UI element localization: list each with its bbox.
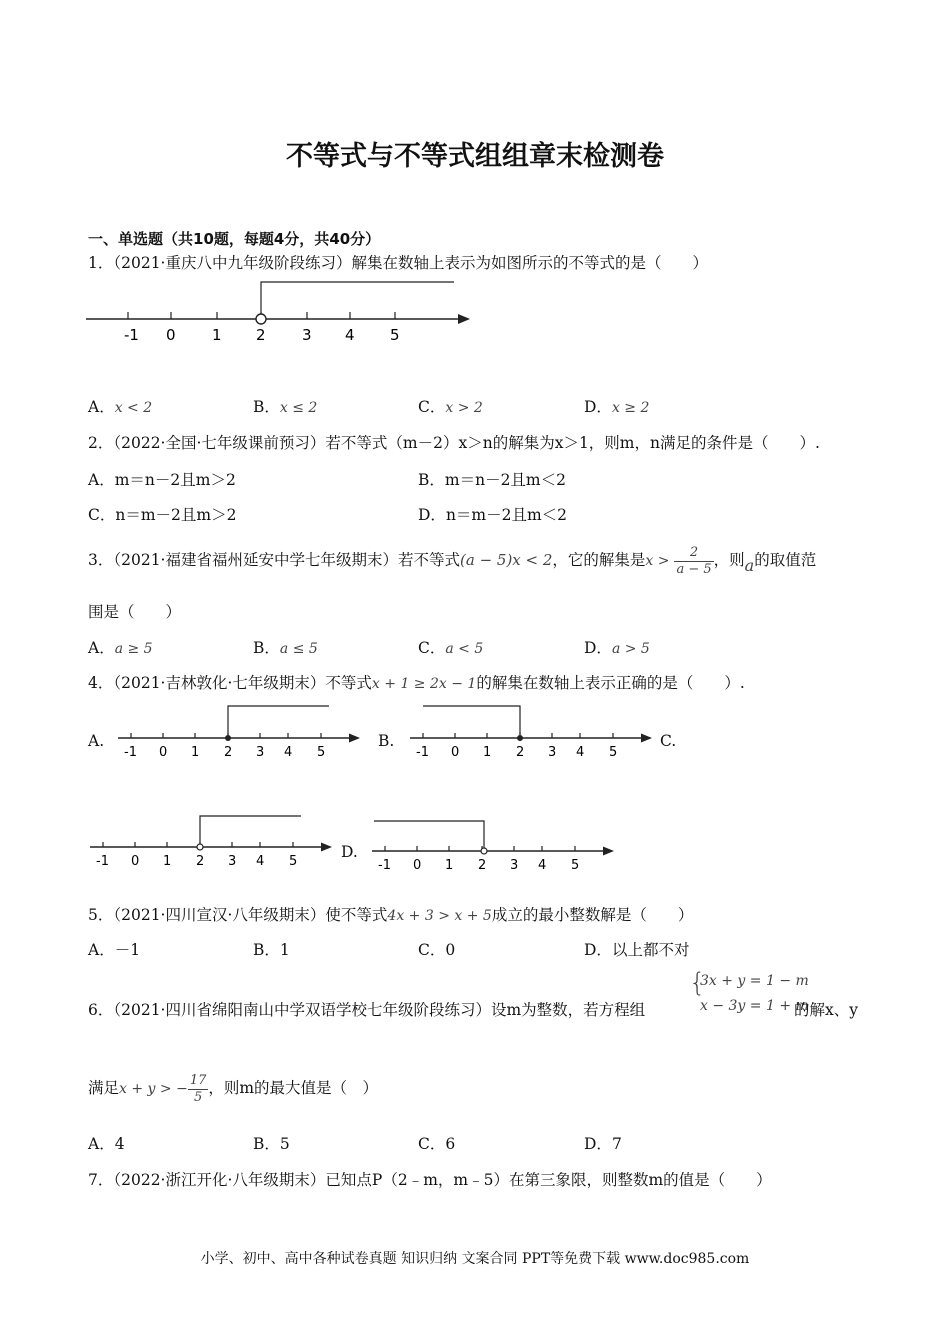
q6-stem-b: 的解x、y: [794, 1001, 858, 1019]
q4b-tick-label: 5: [609, 745, 618, 760]
q6-option-c[interactable]: C．6: [418, 1135, 456, 1153]
q4c-tick-label: 5: [289, 854, 298, 869]
q1-tick-label: 1: [212, 326, 222, 344]
q2-option-a[interactable]: A．m＝n－2且m＞2: [88, 471, 236, 489]
q5-option-d[interactable]: D．以上都不对: [584, 941, 690, 959]
q5-stem: 5．（2021·四川宣汉·八年级期末）使不等式4x + 3 > x + 5成立的最小整数解是（ ）: [88, 906, 694, 924]
section-heading: 一、单选题（共10题，每题4分，共40分）: [88, 230, 381, 248]
q1-tick-label: 4: [345, 326, 355, 344]
q1-option-b[interactable]: B．x ≤ 2: [253, 398, 318, 416]
q4c-tick-label: 0: [131, 854, 140, 869]
q2-option-c[interactable]: C．n＝m－2且m＞2: [88, 506, 237, 524]
q4b-tick-label: 1: [483, 745, 492, 760]
q1-tick-label: 3: [302, 326, 312, 344]
q3-option-d[interactable]: D．a > 5: [584, 639, 650, 657]
q4c-tick-label: 3: [228, 854, 237, 869]
q6-stem-a: 6．（2021·四川省绵阳南山中学双语学校七年级阶段练习）设m为整数，若方程组: [88, 1001, 646, 1019]
q4a-tick-label: 2: [224, 745, 233, 760]
q7-stem: 7．（2022·浙江开化·八年级期末）已知点P（2﹣m，m﹣5）在第三象限，则整数m的值是（ ）: [88, 1171, 772, 1189]
q3-fraction: $\frac{2}{a - 5}$: [676, 544, 712, 577]
q4c-tick-label: -1: [96, 854, 109, 869]
q4-label-b[interactable]: B.: [378, 732, 395, 750]
q6-brace: {: [689, 968, 706, 998]
q4b-tick-label: 4: [576, 745, 585, 760]
q1-option-c[interactable]: C．x > 2: [418, 398, 483, 416]
q1-tick-label: 0: [166, 326, 176, 344]
q4d-tick-label: -1: [378, 858, 391, 873]
q5-option-c[interactable]: C．0: [418, 941, 456, 959]
q6-eq2: x − 3y = 1 + m: [700, 998, 809, 1014]
q1-number-line: [84, 276, 484, 348]
q1-option-a[interactable]: A．x < 2: [88, 398, 153, 416]
q2-option-b[interactable]: B．m＝n－2且m＜2: [418, 471, 566, 489]
q1-open-circle: [256, 314, 266, 324]
q2-stem: 2．（2022·全国·七年级课前预习）若不等式（m－2）x＞n的解集为x＞1，则m，n满足的条件是（ ）.: [88, 434, 820, 452]
q4-number-line-a[interactable]: [116, 700, 366, 762]
q4-label-a[interactable]: A.: [88, 732, 105, 750]
q6-stem-line2: 满足x + y > − $\frac{17}{5}$ ，则m的最大值是（ ）: [88, 1072, 379, 1105]
q4-stem: 4．（2021·吉林敦化·七年级期末）不等式x + 1 ≥ 2x − 1的解集在数轴上表示正确的是（ ）.: [88, 674, 745, 692]
q4-number-line-b[interactable]: [408, 700, 658, 762]
q4-label-d[interactable]: D.: [341, 843, 358, 861]
q4a-tick-label: 1: [191, 745, 200, 760]
q3-option-b[interactable]: B．a ≤ 5: [253, 639, 318, 657]
q5-option-a[interactable]: A．－1: [88, 941, 141, 959]
q4-label-c[interactable]: C.: [660, 732, 677, 750]
q1-tick-label: -1: [124, 326, 139, 344]
q4d-tick-label: 4: [538, 858, 547, 873]
q4a-tick-label: 4: [284, 745, 293, 760]
q4d-tick-label: 3: [510, 858, 519, 873]
q4c-tick-label: 4: [256, 854, 265, 869]
q4d-tick-label: 0: [413, 858, 422, 873]
q4c-tick-label: 2: [196, 854, 205, 869]
q2-option-d[interactable]: D．n＝m－2且m＜2: [418, 506, 568, 524]
q1-tick-label: 2: [256, 326, 266, 344]
q6-option-b[interactable]: B．5: [253, 1135, 290, 1153]
q4b-tick-label: 3: [548, 745, 557, 760]
q1-tick-label: 5: [390, 326, 400, 344]
q4d-tick-label: 5: [571, 858, 580, 873]
q4a-tick-label: 3: [256, 745, 265, 760]
q1-option-d[interactable]: D．x ≥ 2: [584, 398, 650, 416]
page-title: 不等式与不等式组组章末检测卷: [286, 141, 664, 172]
q4b-tick-label: -1: [416, 745, 429, 760]
q4b-tick-label: 0: [451, 745, 460, 760]
q4d-tick-label: 2: [478, 858, 487, 873]
q6-option-a[interactable]: A．4: [88, 1135, 125, 1153]
q6-option-d[interactable]: D．7: [584, 1135, 622, 1153]
q4a-tick-label: -1: [124, 745, 137, 760]
q6-eq1: 3x + y = 1 − m: [700, 973, 809, 989]
q5-option-b[interactable]: B．1: [253, 941, 290, 959]
q3-option-c[interactable]: C．a < 5: [418, 639, 484, 657]
q3-stem-line2: 围是（ ）: [88, 603, 182, 621]
footer-text[interactable]: 小学、初中、高中各种试卷真题 知识归纳 文案合同 PPT等免费下载 www.doc985.com: [200, 1251, 750, 1267]
q3-option-a[interactable]: A．a ≥ 5: [88, 639, 153, 657]
q3-stem-line1: 3．（2021·福建省福州延安中学七年级期末）若不等式(a − 5)x < 2，它的解集是x > $\frac{2}{a - 5}$ ，则a的取值范: [88, 544, 817, 577]
q4c-tick-label: 1: [163, 854, 172, 869]
q6-fraction: $\frac{17}{5}$: [189, 1072, 207, 1105]
q4a-tick-label: 5: [317, 745, 326, 760]
q4-number-line-d[interactable]: [370, 814, 620, 876]
q4a-tick-label: 0: [159, 745, 168, 760]
q4b-tick-label: 2: [516, 745, 525, 760]
q1-stem: 1．（2021·重庆八中九年级阶段练习）解集在数轴上表示为如图所示的不等式的是（ ）: [88, 254, 708, 272]
q4d-tick-label: 1: [445, 858, 454, 873]
q4-number-line-c[interactable]: [88, 812, 338, 874]
